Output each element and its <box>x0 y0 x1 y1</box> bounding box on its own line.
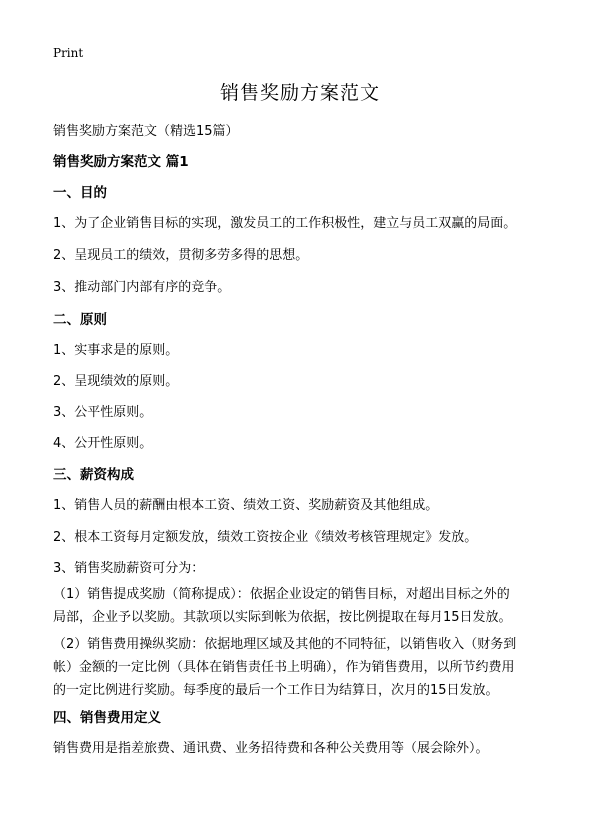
paragraph-line: 帐）金额的一定比例（具体在销售责任书上明确），作为销售费用，以所节约费用 <box>53 660 515 675</box>
section-heading-principles: 二、原则 <box>53 312 107 328</box>
list-item: 2、呈现绩效的原则。 <box>53 374 179 389</box>
paragraph-line: （1）销售提成奖励（简称提成）：依据企业设定的销售目标，对超出目标之外的 <box>53 587 510 602</box>
paragraph-line: 的一定比例进行奖励。每季度的最后一个工作日为结算日，次月的15日发放。 <box>53 683 499 698</box>
page-title: 销售奖励方案范文 <box>219 82 380 104</box>
list-item: 3、公平性原则。 <box>53 405 153 420</box>
list-item: 4、公开性原则。 <box>53 436 153 451</box>
paragraph-expense-control <box>53 633 553 702</box>
list-item: 3、销售奖励薪资可分为： <box>53 561 205 576</box>
list-item: 1、为了企业销售目标的实现，激发员工的工作积极性，建立与员工双赢的局面。 <box>53 216 517 231</box>
list-item: 1、实事求是的原则。 <box>53 343 179 358</box>
list-item: 销售费用是指差旅费、通讯费、业务招待费和各种公关费用等（展会除外）。 <box>53 741 489 756</box>
list-item: 2、呈现员工的绩效，贯彻多劳多得的思想。 <box>53 248 309 263</box>
print-link[interactable]: Print <box>53 46 84 60</box>
paragraph-line: （2）销售费用操纵奖励：依据地理区域及其他的不同特征，以销售收入（财务到 <box>53 637 517 652</box>
paragraph-line: 局部，企业予以奖励。其款项以实际到帐为依据，按比例提取在每月15日发放。 <box>53 610 512 625</box>
paragraph-commission <box>53 583 553 629</box>
section-heading-expense-definition: 四、销售费用定义 <box>53 710 161 726</box>
list-item: 2、根本工资每月定额发放，绩效工资按企业《绩效考核管理规定》发放。 <box>53 530 478 545</box>
list-item: 1、销售人员的薪酬由根本工资、绩效工资、奖励薪资及其他组成。 <box>53 498 439 513</box>
section-heading-salary: 三、薪资构成 <box>53 467 134 483</box>
section-heading-purpose: 一、目的 <box>53 185 107 201</box>
list-item: 3、推动部门内部有序的竞争。 <box>53 280 231 295</box>
article-heading: 销售奖励方案范文 篇1 <box>53 154 189 170</box>
subtitle: 销售奖励方案范文（精选15篇） <box>53 124 239 139</box>
